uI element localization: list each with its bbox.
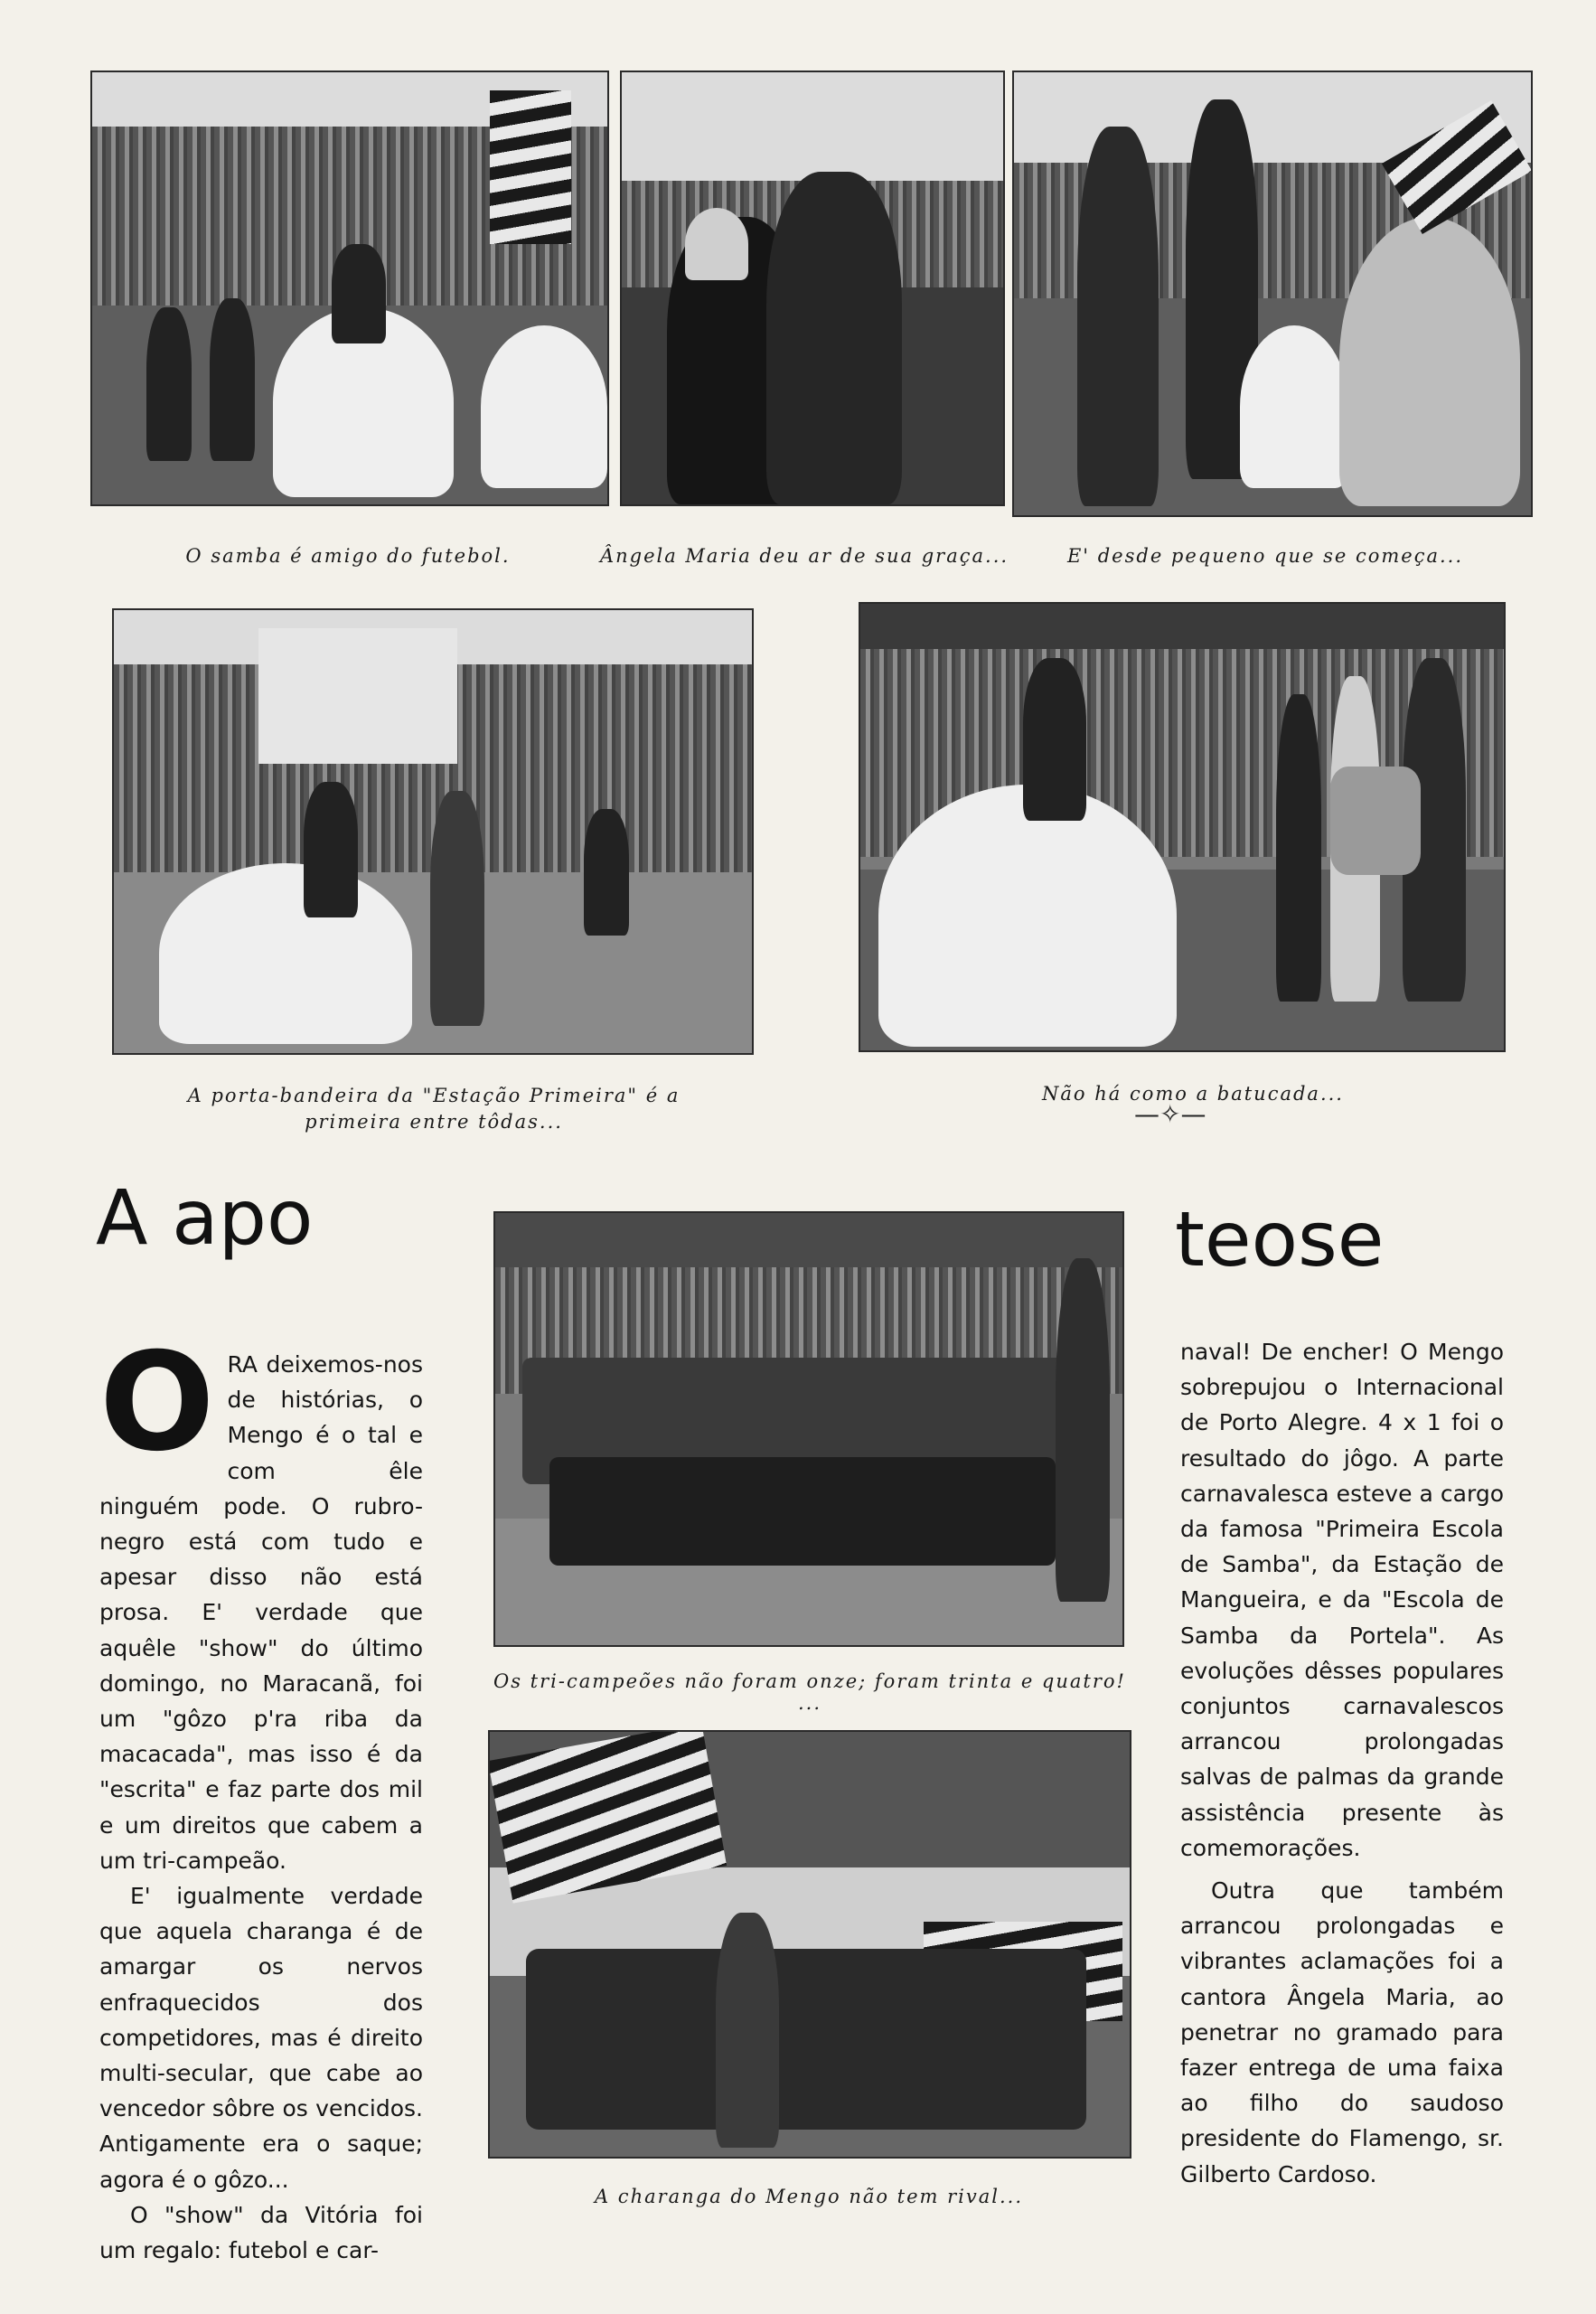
- photo-angela-maria: [620, 71, 1005, 506]
- headline-part1: A apo: [96, 1173, 314, 1262]
- photo-samba-dancers: [90, 71, 609, 506]
- article-paragraph-1: RA deixemos-nos de histórias, o Mengo é o tal e com êle ninguém pode. O rubro-negro está com tudo e apesar disso não está prosa. E' verdade que aquêle "show" do último domingo, no Maracanã, foi um "gôzo p'ra riba da macacada", mas isso é da "escrita" e faz parte dos mil e um direitos que cabem a um tri-campeão.: [99, 1351, 423, 1874]
- article-column-left: [99, 1324, 423, 2268]
- ornament-divider: —✧—: [1134, 1099, 1206, 1129]
- caption-photo6: Os tri-campeões não foram onze; foram trinta e quatro! ...: [493, 1670, 1126, 1714]
- caption-photo2: Ângela Maria deu ar de sua graça...: [599, 545, 1009, 567]
- photo-children-dancing: [1012, 71, 1533, 517]
- photo-porta-bandeira: [112, 608, 754, 1055]
- article-paragraph-4: naval! De encher! O Mengo sobrepujou o Internacional de Porto Alegre. 4 x 1 foi o resultado do jôgo. A parte carnavalesca esteve a cargo da famosa "Primeira Escola de Samba", da Estação de Mangueira, e da "Escola de Samba da Portela". As evoluções dêsses populares conjuntos carnavalescos arrancou prolongadas salvas de palmas da grande assistência presente às comemorações.: [1180, 1339, 1504, 1861]
- photo-batucada: [859, 602, 1506, 1052]
- caption-photo5: Não há como a batucada...: [1042, 1083, 1344, 1105]
- dropcap: O: [99, 1324, 215, 1482]
- caption-photo4: A porta-bandeira da "Estação Primeira" é a primeira entre tôdas...: [187, 1085, 681, 1133]
- caption-photo7: A charanga do Mengo não tem rival...: [594, 2186, 1024, 2207]
- headline-part2: teose: [1175, 1195, 1385, 1284]
- photo-charanga: [488, 1730, 1131, 2159]
- article-column-right: [1180, 1334, 1504, 2192]
- article-paragraph-5: Outra que também arrancou prolongadas e vibrantes aclamações foi a cantora Ângela Maria, ao penetrar no gramado para fazer entrega de uma faixa ao filho do saudoso presidente do Flamengo, sr. Gilberto Cardoso.: [1180, 1877, 1504, 2187]
- caption-photo3: E' desde pequeno que se começa...: [1066, 545, 1464, 567]
- photo-tri-campeoes-team: [493, 1211, 1124, 1647]
- article-paragraph-2: E' igualmente verdade que aquela charanga é de amargar os nervos enfraquecidos dos competidores, mas é direito multi-secular, que cabe ao vencedor sôbre os vencidos. Antigamente era o saque; agora é o gôzo...: [99, 1883, 423, 2193]
- article-paragraph-3: O "show" da Vitória foi um regalo: futebol e car-: [99, 2201, 423, 2264]
- caption-photo1: O samba é amigo do futebol.: [185, 545, 511, 567]
